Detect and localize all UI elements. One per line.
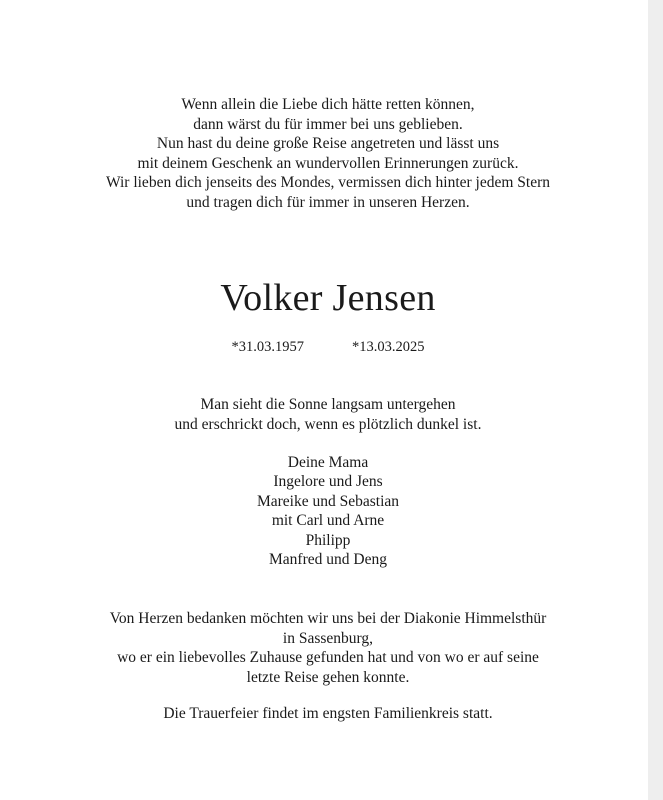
deceased-name: Volker Jensen [220,277,436,319]
poem-line: Wenn allein die Liebe dich hätte retten können, [181,96,475,113]
page-edge [648,0,663,800]
life-dates [0,337,656,357]
quote [0,395,656,434]
poem-line: und tragen dich für immer in unseren Herzen. [186,193,470,211]
thanks-line: letzte Reise gehen konnte. [246,668,410,686]
ceremony-note: Die Trauerfeier findet im engsten Familienkreis statt. [163,705,493,722]
family-member: Mareike und Sebastian [256,492,400,510]
family-member: Deine Mama [287,454,369,471]
death-date: *13.03.2025 [352,339,425,355]
poem-line: mit deinem Geschenk an wundervollen Erinnerungen zurück. [137,154,519,172]
memorial-poem [0,95,656,213]
quote-line: Man sieht die Sonne langsam untergehen [200,396,456,413]
family-member: Manfred und Deng [269,551,387,569]
birth-date: *31.03.1957 [231,339,304,355]
family-member: Ingelore und Jens [273,473,383,491]
thanks-line: Von Herzen bedanken möchten wir uns bei der Diakonie Himmelsthür [109,610,547,627]
quote-line: und erschrickt doch, wenn es plötzlich dunkel ist. [174,415,482,433]
poem-line: Nun hast du deine große Reise angetreten und lässt uns [156,135,500,153]
family-member: mit Carl und Arne [271,512,385,530]
thanks-line: wo er ein liebevolles Zuhause gefunden hat und von wo er auf seine [117,649,539,667]
family-member: Philipp [305,531,351,549]
poem-line: Wir lieben dich jenseits des Mondes, vermissen dich hinter jedem Stern [105,174,551,192]
thanks-line: in Sassenburg, [282,629,374,647]
poem-line: dann wärst du für immer bei uns geblieben. [193,115,463,133]
thanks-note [0,609,656,687]
family-list [0,453,656,569]
